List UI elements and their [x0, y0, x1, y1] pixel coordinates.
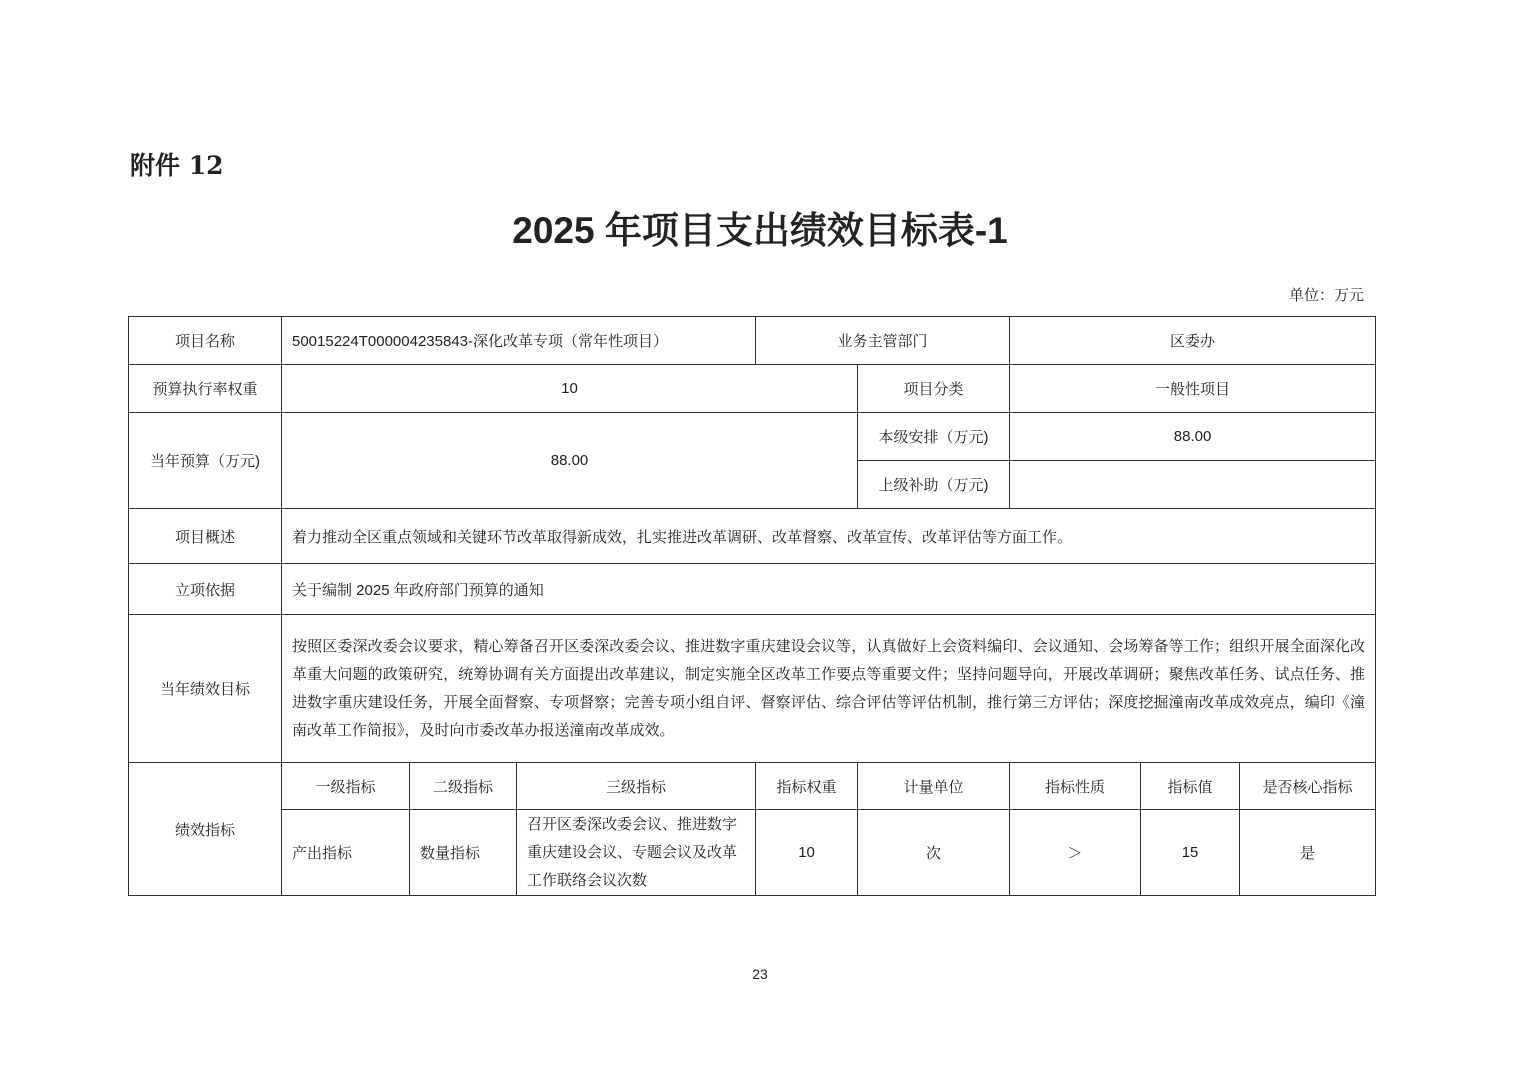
budget-value: 88.00 — [282, 413, 858, 509]
project-name-label: 项目名称 — [129, 317, 282, 365]
indicator-nature: ＞ — [1010, 810, 1141, 896]
indicator-header-weight: 指标权重 — [756, 763, 858, 810]
indicator-weight: 10 — [756, 810, 858, 896]
indicator-level2: 数量指标 — [410, 810, 517, 896]
indicator-header-level3: 三级指标 — [517, 763, 756, 810]
overview-value: 着力推动全区重点领域和关键环节改革取得新成效，扎实推进改革调研、改革督察、改革宣传、改革评估等方面工作。 — [282, 509, 1376, 564]
performance-table — [128, 316, 1376, 896]
category-label: 项目分类 — [858, 365, 1010, 413]
goal-value: 按照区委深改委会议要求，精心筹备召开区委深改委会议、推进数字重庆建设会议等，认真做好上会资料编印、会议通知、会场筹备等工作；组织开展全面深化改革重大问题的政策研究，统筹协调有关方面提出改革建议，制定实施全区改革工作要点等重要文件；坚持问题导向，开展改革调研；聚焦改革任务、试点任务、推进数字重庆建设任务，开展全面督察、专项督察；完善专项小组自评、督察评估、综合评估等评估机制，推行第三方评估；深度挖掘潼南改革成效亮点，编印《潼南改革工作简报》，及时向市委改革办报送潼南改革成效。 — [282, 615, 1376, 763]
unit-label: 单位：万元 — [1288, 286, 1364, 304]
page-number: 23 — [752, 966, 768, 982]
indicator-label: 绩效指标 — [129, 763, 282, 896]
category-value: 一般性项目 — [1010, 365, 1376, 413]
basis-label: 立项依据 — [129, 564, 282, 615]
exec-weight-value: 10 — [282, 365, 858, 413]
exec-weight-label: 预算执行率权重 — [129, 365, 282, 413]
attachment-label: 附件 12 — [130, 151, 224, 180]
table-row — [129, 810, 1376, 896]
local-label: 本级安排（万元) — [858, 413, 1010, 461]
indicator-header-value: 指标值 — [1141, 763, 1240, 810]
indicator-header-level1: 一级指标 — [282, 763, 410, 810]
page-title: 2025 年项目支出绩效目标表-1 — [512, 210, 1008, 251]
indicator-unit: 次 — [858, 810, 1010, 896]
upper-label: 上级补助（万元) — [858, 461, 1010, 509]
local-value: 88.00 — [1010, 413, 1376, 461]
budget-label: 当年预算（万元) — [129, 413, 282, 509]
goal-label: 当年绩效目标 — [129, 615, 282, 763]
indicator-header-unit: 计量单位 — [858, 763, 1010, 810]
dept-value: 区委办 — [1010, 317, 1376, 365]
indicator-header-nature: 指标性质 — [1010, 763, 1141, 810]
indicator-core: 是 — [1240, 810, 1376, 896]
overview-label: 项目概述 — [129, 509, 282, 564]
basis-value: 关于编制 2025 年政府部门预算的通知 — [282, 564, 1376, 615]
indicator-level3: 召开区委深改委会议、推进数字重庆建设会议、专题会议及改革工作联络会议次数 — [517, 810, 756, 896]
indicator-header-level2: 二级指标 — [410, 763, 517, 810]
indicator-header-core: 是否核心指标 — [1240, 763, 1376, 810]
project-name: 50015224T000004235843-深化改革专项（常年性项目） — [282, 317, 756, 365]
indicator-level1: 产出指标 — [282, 810, 410, 896]
indicator-value: 15 — [1141, 810, 1240, 896]
upper-value — [1010, 461, 1376, 509]
dept-label: 业务主管部门 — [756, 317, 1010, 365]
